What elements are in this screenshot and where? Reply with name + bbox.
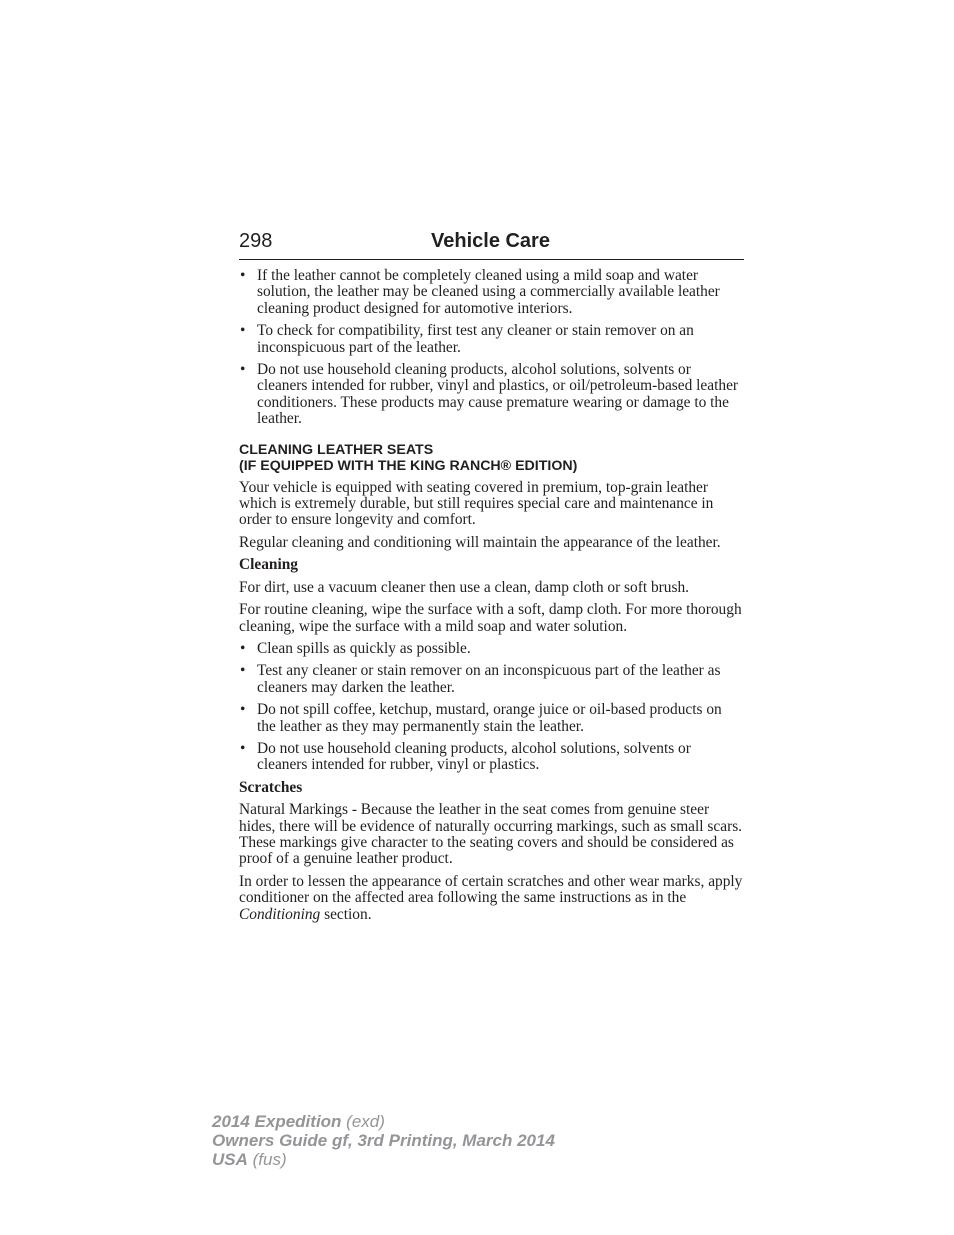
list-item-text: Do not spill coffee, ketchup, mustard, orange juice or oil-based products on the leather as they may permanently stain the leather. [257, 701, 722, 735]
list-item-text: Do not use household cleaning products, alcohol solutions, solvents or cleaners intended for rubber, vinyl or plastics. [257, 739, 691, 774]
scratches-text-end: section. [320, 905, 372, 923]
section-paragraph: Regular cleaning and conditioning will maintain the appearance of the leather. [239, 533, 721, 551]
footer-model-code: (exd) [346, 1112, 385, 1131]
list-item [239, 362, 744, 428]
cleaning-paragraph: For routine cleaning, wipe the surface with a soft, damp cloth. For more thorough cleaning, wipe the surface with a mild soap and water solution. [239, 601, 742, 635]
scratches-paragraph: Natural Markings - Because the leather in the seat comes from genuine steer hides, there will be evidence of naturally occurring markings, such as small scars. These markings give character to the seating covers and should be considered as proof of a genuine leather product. [239, 801, 743, 868]
section-heading-line1: CLEANING LEATHER SEATS [239, 441, 434, 458]
footer-region-code: (fus) [252, 1150, 287, 1169]
page-header [239, 229, 744, 260]
list-item-text: To check for compatibility, first test any cleaner or stain remover on an inconspicuous part of the leather. [257, 322, 694, 356]
section-paragraph: Your vehicle is equipped with seating covered in premium, top-grain leather which is extremely durable, but still requires special care and maintenance in order to ensure longevity and comfort. [239, 478, 714, 529]
bullet-icon: • [240, 639, 246, 657]
page-number: 298 [239, 230, 273, 252]
footer-model: 2014 Expedition [212, 1112, 342, 1131]
list-item [239, 323, 744, 356]
cleaning-bullet-list [239, 641, 744, 774]
bullet-icon: • [240, 361, 246, 379]
bullet-icon: • [240, 701, 246, 719]
footer-region-line [212, 1150, 555, 1169]
page-content [239, 268, 744, 929]
bullet-icon: • [240, 322, 246, 340]
list-item [239, 663, 744, 696]
list-item-text: If the leather cannot be completely cleaned using a mild soap and water solution, the leather may be cleaned using a commercially available leather cleaning product designed for automotive interiors. [257, 267, 720, 317]
bullet-icon: • [240, 662, 246, 680]
cleaning-heading: Cleaning [239, 556, 299, 574]
list-item-text: Test any cleaner or stain remover on an inconspicuous part of the leather as cleaners may darken the leather. [257, 662, 721, 696]
section-heading [239, 442, 744, 474]
list-item-text: Do not use household cleaning products, alcohol solutions, solvents or cleaners intended for rubber, vinyl and plastics, or oil/petroleum-based leather conditioners. These products may cause premature wearing or damage to the leather. [257, 361, 739, 428]
cleaning-paragraph: For dirt, use a vacuum cleaner then use a clean, damp cloth or soft brush. [239, 578, 690, 596]
section-title: Vehicle Care [431, 230, 550, 252]
page-footer [212, 1112, 555, 1169]
list-item-text: Clean spills as quickly as possible. [257, 639, 471, 657]
scratches-text-start: In order to lessen the appearance of certain scratches and other wear marks, apply conditioner on the affected area following the same instructions as in the [239, 872, 743, 907]
scratches-paragraph [239, 874, 744, 923]
list-item [239, 268, 744, 317]
scratches-heading: Scratches [239, 778, 303, 796]
list-item [239, 741, 744, 774]
intro-bullet-list [239, 268, 744, 428]
section-heading-line2: (IF EQUIPPED WITH THE KING RANCH® EDITION) [239, 457, 578, 474]
bullet-icon: • [240, 267, 246, 284]
list-item [239, 702, 744, 735]
bullet-icon: • [240, 739, 246, 757]
footer-guide: Owners Guide gf, 3rd Printing, March 2014 [212, 1131, 555, 1150]
footer-model-line [212, 1112, 555, 1131]
footer-region: USA [212, 1150, 248, 1169]
conditioning-reference: Conditioning [239, 905, 321, 923]
list-item [239, 641, 744, 657]
